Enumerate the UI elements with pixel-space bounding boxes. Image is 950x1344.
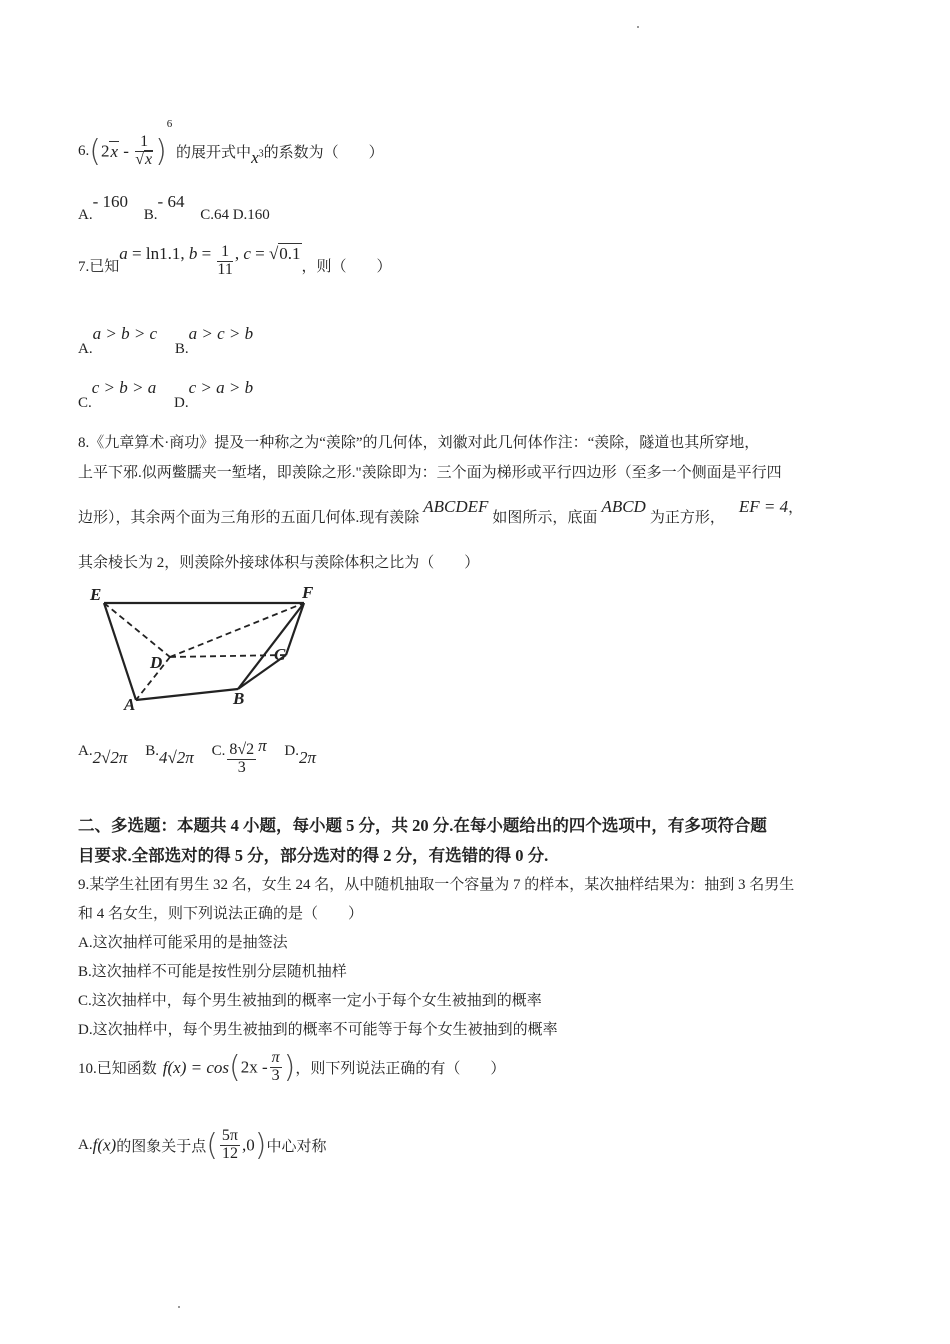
q9-option-a: A.这次抽样可能采用的是抽签法 (78, 935, 288, 951)
question-tail: ，则（ ） (301, 259, 392, 275)
vertex-b: B (233, 689, 245, 708)
question-number: 6. (78, 143, 90, 160)
fraction: $\frac{1}{√x}$ (135, 133, 153, 169)
option-a-label: A. (78, 207, 93, 223)
q9-option-d: D.这次抽样中，每个男生被抽到的概率不可能等于每个女生被抽到的概率 (78, 1022, 558, 1038)
exponent: 6 (166, 118, 173, 130)
question-7: 7.已知a = ln1.1, b = $\frac{1}{11}$ , c = √0.1，则（ ） (78, 243, 392, 279)
option-d: D.160 (232, 207, 270, 223)
option-c-label: C. (211, 743, 226, 759)
q8-line-2: 上平下邪.似两鳖臑夹一堑堵，即羡除之形."羡除即为：三个面为梯形或平行四边形（至多一个侧面是平行四 (78, 465, 782, 481)
question-tail: ，则下列说法正确的有（ ） (295, 1061, 506, 1077)
vertex-a: A (124, 695, 136, 714)
q7-options-row2 (78, 378, 253, 412)
question-6: 6.(2x - $\frac{1}{√x}$ )$^6$ 的展开式中$x^3$的系数为（ ） (78, 118, 384, 170)
abcdef-label: ABCDEF (423, 497, 489, 516)
q10-option-a: A.f(x)的图象关于点( $\frac{5\pi}{12}$ ,0)中心对称 (78, 1127, 327, 1163)
question-10: 10.已知函数 f(x) = cos(2x - $\frac{\pi}{3}$ )，则下列说法正确的有（ ） (78, 1049, 506, 1085)
option-b-label: B. (143, 207, 158, 223)
option-c-label: C. (78, 395, 92, 411)
option-a-label: A. (78, 743, 93, 759)
q8-line-3: 边形），其余两个面为三角形的五面几何体.现有羡除ABCDEF如图所示，底面ABCD为正方形，EF = 4， (78, 497, 804, 526)
option-d-label: D. (284, 743, 299, 759)
option-b-value: a > c > b (188, 324, 254, 343)
option-b-value: - 64 (157, 192, 185, 211)
x-term: $x^3$ (251, 148, 264, 167)
option-a-label: A. (78, 341, 93, 357)
function-expr: f(x) = cos (162, 1057, 229, 1077)
option-c-value: c > b > a (91, 378, 157, 397)
section-heading-line-1: 二、多选题：本题共 4 小题，每小题 5 分，共 20 分.在每小题给出的四个选项中，有多项符合题 (78, 816, 767, 835)
option-a-value: - 160 (92, 192, 129, 211)
scan-dot (637, 26, 639, 28)
q9-line-2: 和 4 名女生，则下列说法正确的是（ ） (78, 906, 364, 922)
option-b-value: 4√2π (158, 748, 194, 767)
vertex-d: D (150, 653, 163, 672)
abcd-label: ABCD (601, 497, 646, 516)
section-heading-line-2: 目要求.全部选对的得 5 分，部分选对的得 2 分，有选错的得 0 分. (78, 846, 549, 865)
option-b-label: B. (174, 341, 189, 357)
option-b-label: B. (145, 743, 159, 759)
option-c-value: $\frac{8√2}{3}$ (229, 741, 255, 777)
ef-label: EF = 4 (738, 497, 789, 516)
option-d-label: D. (174, 395, 189, 411)
option-d-value: c > a > b (188, 378, 254, 397)
q6-options (78, 192, 270, 224)
vertex-e: E (90, 585, 102, 604)
question-text: 的展开式中 (176, 145, 252, 162)
geometry-figure (78, 580, 328, 720)
q8-options: A.2√2π B.4√2π C. $\frac{8√2}{3}$ π D.2π (78, 736, 317, 777)
question-number: 7.已知 (78, 259, 120, 275)
question-number: 10.已知函数 (78, 1061, 157, 1077)
question-text-2: 的系数为（ ） (263, 145, 384, 162)
vertex-c: C (274, 645, 286, 664)
option-a-value: a > b > c (92, 324, 158, 343)
q9-option-b: B.这次抽样不可能是按性别分层随机抽样 (78, 964, 347, 980)
option-c: C.64 (200, 207, 229, 223)
q7-options-row1 (78, 324, 253, 358)
option-a-value: 2√2π (92, 748, 128, 767)
scan-dot (178, 1306, 180, 1308)
option-d-value: 2π (299, 748, 317, 767)
vertex-f: F (302, 583, 314, 602)
q9-option-c: C.这次抽样中，每个男生被抽到的概率一定小于每个女生被抽到的概率 (78, 993, 542, 1009)
q9-line-1: 9.某学生社团有男生 32 名，女生 24 名，从中随机抽取一个容量为 7 的样本，某次抽样结果为：抽到 3 名男生 (78, 877, 795, 893)
q8-line-4: 其余棱长为 2，则羡除外接球体积与羡除体积之比为（ ） (78, 555, 480, 571)
q8-line-1: 8.《九章算术·商功》提及一种称之为“羡除”的几何体，刘徽对此几何体作注：“羡除，隧道也其所穿地， (78, 435, 760, 451)
